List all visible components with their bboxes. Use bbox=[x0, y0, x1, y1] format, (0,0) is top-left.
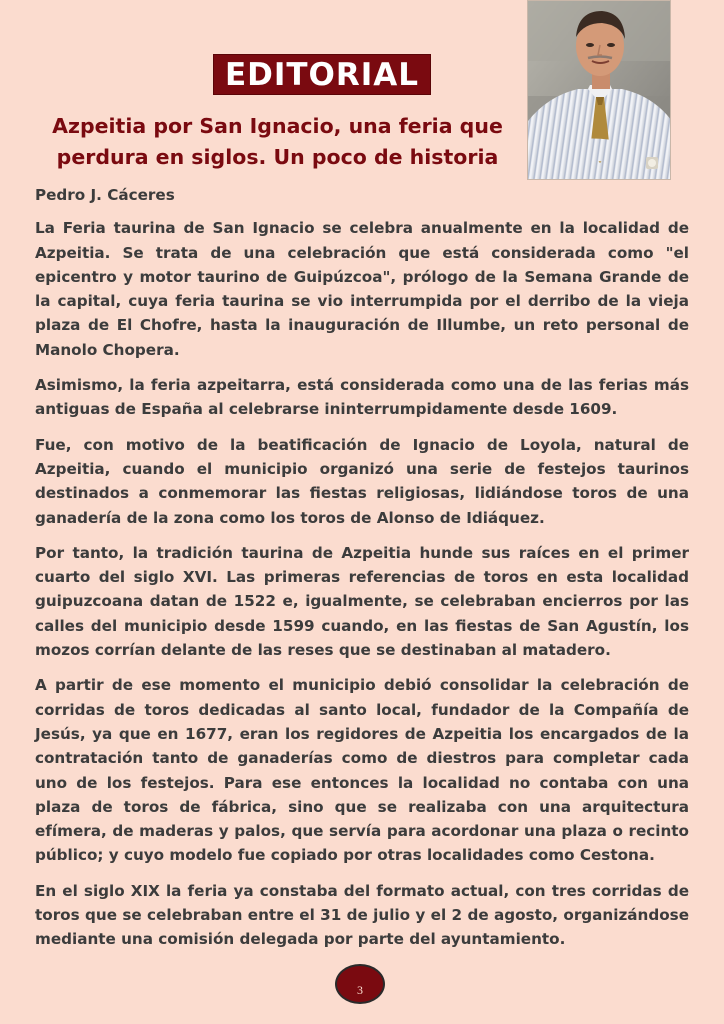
paragraph: Asimismo, la feria azpeitarra, está considerada como una de las ferias más antiguas de España al celebrarse ininterrumpidamente desde 1609. bbox=[35, 376, 689, 419]
article-body bbox=[35, 181, 689, 963]
article-headline: Azpeitia por San Ignacio, una feria que perdura en siglos. Un poco de historia bbox=[52, 114, 503, 169]
paragraph: Por tanto, la tradición taurina de Azpeitia hunde sus raíces en el primer cuarto del siglo XVI. Las primeras referencias de toros en esta localidad guipuzcoana datan de 1522 e, igualmente, se celebraban encierros por las calles del municipio desde 1599 cuando, en las fiestas de San Agustín, los mozos corrían delante de las reses que se destinaban al matadero. bbox=[35, 543, 689, 660]
section-label-editorial: EDITORIAL bbox=[213, 54, 431, 95]
author-byline: Pedro J. Cáceres bbox=[35, 186, 175, 204]
paragraph: La Feria taurina de San Ignacio se celebra anualmente en la localidad de Azpeitia. Se trata de una celebración que está considerada como "el epicentro y motor taurino de Guipúzcoa", prólogo de la Semana Grande de la capital, cuya feria taurina se vio interrumpida por el derribo de la vieja plaza de El Chofre, hasta la inauguración de Illumbe, un reto personal de Manolo Chopera. bbox=[35, 219, 689, 359]
paragraph: En el siglo XIX la feria ya constaba del formato actual, con tres corridas de toros que se celebraban entre el 31 de julio y el 2 de agosto, organizándose mediante una comisión delegada por parte del ayuntamiento. bbox=[35, 881, 689, 949]
paragraph: Fue, con motivo de la beatificación de Ignacio de Loyola, natural de Azpeitia, cuando el municipio organizó una serie de festejos taurinos destinados a conmemorar las fiestas religiosas, lidiándose toros de una ganadería de la zona como los toros de Alonso de Idiáquez. bbox=[35, 435, 689, 527]
author-photo bbox=[527, 0, 671, 180]
paragraph: A partir de ese momento el municipio debió consolidar la celebración de corridas de toros dedicadas al santo local, fundador de la Compañía de Jesús, ya que en 1677, eran los regidores de Azpeitia los encargados de la contratación tanto de ganaderías como de diestros para completar cada uno de los festejos. Para ese entonces la localidad no contaba con una plaza de toros de fábrica, sino que se realizaba con una arquitectura efímera, de maderas y palos, que servía para acordonar una plaza o recinto público; y cuyo modelo fue copiado por otras localidades como Cestona. bbox=[35, 676, 689, 865]
page-number-badge: 3 bbox=[335, 964, 385, 1004]
